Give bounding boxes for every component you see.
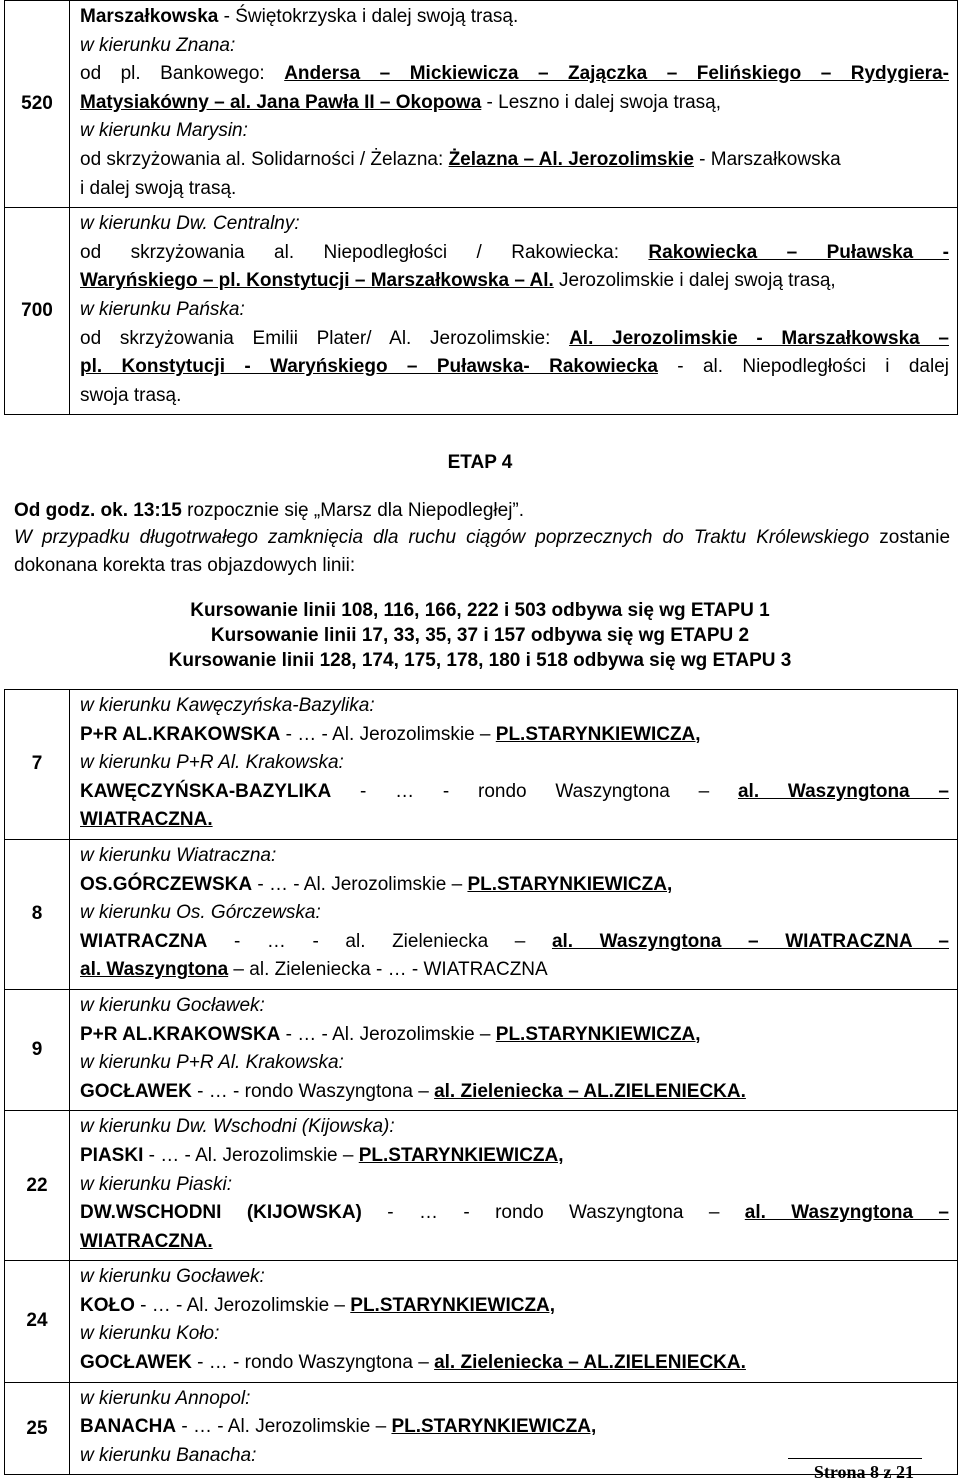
- direction-label: w kierunku Pańska:: [80, 298, 245, 320]
- route-line: [80, 778, 949, 807]
- route-segment: PL.STARYNKIEWICZA,: [358, 1144, 564, 1166]
- route-text: - … - Al. Jerozolimskie –: [134, 1294, 351, 1316]
- start-time-note: [14, 500, 950, 522]
- route-line: [80, 1228, 949, 1257]
- direction-label: w kierunku Gocławek:: [80, 1266, 265, 1288]
- route-line: [80, 1413, 949, 1442]
- route-row: [5, 208, 958, 415]
- route-text: - Leszno i dalej swoja trasą,: [481, 91, 722, 113]
- route-segment: Matysiakówny – al. Jana Pawła II – Okopowa: [80, 91, 482, 113]
- route-line: [80, 1199, 949, 1228]
- route-text: - … - rondo Waszyngtona –: [331, 780, 738, 802]
- route-table-bottom: [4, 689, 958, 1475]
- route-line: [80, 267, 949, 296]
- route-line: [80, 89, 949, 118]
- route-segment: Al. Jerozolimskie - Marszałkowska –: [569, 327, 949, 349]
- route-text: od skrzyżowania al. Niepodległości / Rakowiecka:: [80, 241, 649, 263]
- route-text: od skrzyżowania al. Solidarności / Żelazna:: [80, 148, 449, 170]
- route-line: [80, 899, 949, 928]
- route-text: - … - rondo Waszyngtona –: [191, 1352, 435, 1374]
- direction-label: w kierunku P+R Al. Krakowska:: [80, 752, 344, 774]
- route-segment: Rakowiecka – Puławska -: [648, 241, 949, 263]
- route-segment: al. Waszyngtona: [80, 959, 229, 981]
- route-segment: al. Waszyngtona –: [737, 780, 949, 802]
- page-number: Strona 8 z 21: [813, 1462, 914, 1482]
- kursowanie-line: Kursowanie linii 17, 33, 35, 37 i 157 odbywa się wg ETAPU 2: [210, 625, 750, 646]
- route-line: [80, 239, 949, 268]
- kursowanie-block: [0, 598, 960, 673]
- route-row: [5, 839, 958, 989]
- route-text: - Świętokrzyska i dalej swoją trasą.: [218, 6, 519, 27]
- direction-label: w kierunku Dw. Wschodni (Kijowska):: [80, 1116, 395, 1138]
- route-line: [80, 325, 949, 354]
- route-segment: PL.STARYNKIEWICZA,: [495, 1023, 701, 1045]
- route-text: i dalej swoją trasą.: [80, 177, 237, 199]
- direction-label: w kierunku Gocławek:: [80, 994, 265, 1016]
- line-number: 8: [5, 839, 70, 989]
- route-line: [80, 1349, 949, 1378]
- footer-rule: [788, 1458, 922, 1459]
- closure-note-italic: W przypadku długotrwałego zamknięcia dla ruchu ciągów poprzecznych do Traktu Królewskiego: [14, 527, 870, 548]
- route-line: [80, 175, 949, 204]
- route-line: [80, 1263, 949, 1292]
- route-line: [80, 1021, 949, 1050]
- direction-label: w kierunku Dw. Centralny:: [80, 213, 300, 235]
- route-line: [80, 1078, 949, 1107]
- direction-label: w kierunku Annopol:: [80, 1387, 251, 1409]
- route-segment: PIASKI: [80, 1144, 144, 1166]
- route-line: [80, 32, 949, 61]
- kursowanie-line: Kursowanie linii 128, 174, 175, 178, 180 i 518 odbywa się wg ETAPU 3: [168, 650, 792, 671]
- direction-label: w kierunku Kawęczyńska-Bazylika:: [80, 695, 375, 716]
- route-segment: WIATRACZNA.: [80, 1230, 213, 1252]
- route-segment: Marszałkowska: [80, 6, 219, 27]
- route-row: [5, 1261, 958, 1382]
- direction-label: w kierunku Os. Górczewska:: [80, 902, 321, 924]
- route-description: [70, 1111, 958, 1261]
- route-segment: PL.STARYNKIEWICZA,: [350, 1294, 556, 1316]
- route-text: - … - rondo Waszyngtona –: [191, 1080, 435, 1102]
- route-segment: PL.STARYNKIEWICZA,: [391, 1416, 597, 1438]
- line-number: 520: [5, 1, 70, 208]
- route-line: [80, 956, 949, 985]
- etap-title: ETAP 4: [447, 452, 513, 473]
- route-segment: KOŁO: [80, 1294, 135, 1316]
- route-row: [5, 1111, 958, 1261]
- route-line: [80, 1171, 949, 1200]
- route-row: [5, 989, 958, 1110]
- closure-note: [14, 524, 950, 580]
- route-line: [80, 1049, 949, 1078]
- route-text: - Marszałkowska: [693, 148, 841, 170]
- route-description: [70, 989, 958, 1110]
- route-line: [80, 749, 949, 778]
- line-number: 25: [5, 1382, 70, 1475]
- route-line: [80, 1385, 949, 1414]
- route-description: [70, 839, 958, 989]
- route-table-top-body: [5, 1, 958, 415]
- route-text: – al. Zieleniecka - … - WIATRACZNA: [228, 959, 548, 981]
- route-text: - al. Niepodległości i dalej: [657, 356, 950, 378]
- line-number: 7: [5, 690, 70, 840]
- direction-label: w kierunku Wiatraczna:: [80, 844, 277, 866]
- route-segment: OS.GÓRCZEWSKA: [80, 873, 253, 895]
- route-text: - … - Al. Jerozolimskie –: [143, 1144, 359, 1166]
- route-line: [80, 353, 949, 382]
- route-description: [70, 208, 958, 415]
- route-line: [80, 60, 949, 89]
- route-text: od pl. Bankowego:: [80, 63, 285, 85]
- direction-label: w kierunku Piaski:: [80, 1173, 233, 1195]
- route-line: [80, 721, 949, 750]
- route-line: [80, 1113, 949, 1142]
- route-description: [70, 690, 958, 840]
- line-number: 24: [5, 1261, 70, 1382]
- route-segment: KAWĘCZYŃSKA-BAZYLIKA: [80, 780, 332, 802]
- line-number: 9: [5, 989, 70, 1110]
- route-line: [80, 928, 949, 957]
- route-text: od skrzyżowania Emilii Plater/ Al. Jerozolimskie:: [80, 327, 570, 349]
- route-segment: P+R AL.KRAKOWSKA: [80, 1023, 281, 1045]
- route-segment: DW.WSCHODNI (KIJOWSKA): [80, 1202, 362, 1224]
- route-line: [80, 806, 949, 835]
- direction-label: w kierunku Marysin:: [80, 120, 248, 142]
- kursowanie-line: Kursowanie linii 108, 116, 166, 222 i 503 odbywa się wg ETAPU 1: [190, 600, 770, 621]
- route-segment: P+R AL.KRAKOWSKA: [80, 723, 281, 745]
- route-segment: al. Waszyngtona –: [744, 1202, 950, 1224]
- route-line: [80, 146, 949, 175]
- route-line: [80, 296, 949, 325]
- route-row: [5, 690, 958, 840]
- start-time-rest: rozpocznie się „Marsz dla Niepodległej”.: [181, 500, 525, 521]
- route-text: Jerozolimskie i dalej swoją trasą,: [553, 270, 836, 292]
- route-segment: Żelazna – Al. Jerozolimskie: [448, 148, 694, 170]
- route-segment: PL.STARYNKIEWICZA,: [467, 873, 673, 895]
- route-line: [80, 1292, 949, 1321]
- route-line: [80, 842, 949, 871]
- route-line: [80, 382, 949, 411]
- route-line: [80, 992, 949, 1021]
- route-line: [80, 210, 949, 239]
- route-line: [80, 1320, 949, 1349]
- start-time-bold: Od godz. ok. 13:15: [14, 500, 182, 521]
- route-text: - … - al. Zieleniecka –: [207, 930, 552, 952]
- route-segment: Andersa – Mickiewicza – Zajączka – Felińskiego – Rydygiera-: [284, 63, 949, 85]
- direction-label: w kierunku P+R Al. Krakowska:: [80, 1052, 344, 1074]
- route-segment: al. Zieleniecka – AL.ZIELENIECKA.: [434, 1080, 746, 1102]
- route-segment: al. Zieleniecka – AL.ZIELENIECKA.: [434, 1352, 746, 1374]
- route-row: [5, 1, 958, 208]
- route-segment: WIATRACZNA.: [80, 809, 213, 831]
- route-table-top: [4, 0, 958, 415]
- route-segment: pl. Konstytucji - Waryńskiego – Puławska- Rakowiecka: [80, 356, 658, 378]
- route-segment: GOCŁAWEK: [80, 1080, 192, 1102]
- route-text: swoja trasą.: [80, 384, 182, 406]
- line-number: 700: [5, 208, 70, 415]
- route-segment: BANACHA: [80, 1416, 177, 1438]
- route-segment: al. Waszyngtona – WIATRACZNA –: [551, 930, 949, 952]
- route-line: [80, 692, 949, 721]
- direction-label: w kierunku Banacha:: [80, 1444, 257, 1466]
- route-text: - … - Al. Jerozolimskie –: [280, 1023, 496, 1045]
- route-segment: PL.STARYNKIEWICZA,: [495, 723, 701, 745]
- route-text: - … - Al. Jerozolimskie –: [176, 1416, 392, 1438]
- direction-label: w kierunku Koło:: [80, 1323, 220, 1345]
- route-text: - … - Al. Jerozolimskie –: [252, 873, 468, 895]
- route-line: [80, 1142, 949, 1171]
- route-segment: Waryńskiego – pl. Konstytucji – Marszałkowska – Al.: [80, 270, 554, 292]
- route-description: [70, 1, 958, 208]
- route-segment: GOCŁAWEK: [80, 1352, 192, 1374]
- route-description: [70, 1261, 958, 1382]
- route-line: [80, 3, 949, 32]
- closure-note-rest: zostanie dokonana korekta tras objazdowych linii:: [14, 527, 951, 576]
- route-text: - … - Al. Jerozolimskie –: [280, 723, 496, 745]
- line-number: 22: [5, 1111, 70, 1261]
- direction-label: w kierunku Znana:: [80, 34, 236, 56]
- route-line: [80, 871, 949, 900]
- route-line: [80, 117, 949, 146]
- route-table-bottom-body: [5, 690, 958, 1475]
- route-segment: WIATRACZNA: [80, 930, 208, 952]
- route-text: - … - rondo Waszyngtona –: [361, 1202, 745, 1224]
